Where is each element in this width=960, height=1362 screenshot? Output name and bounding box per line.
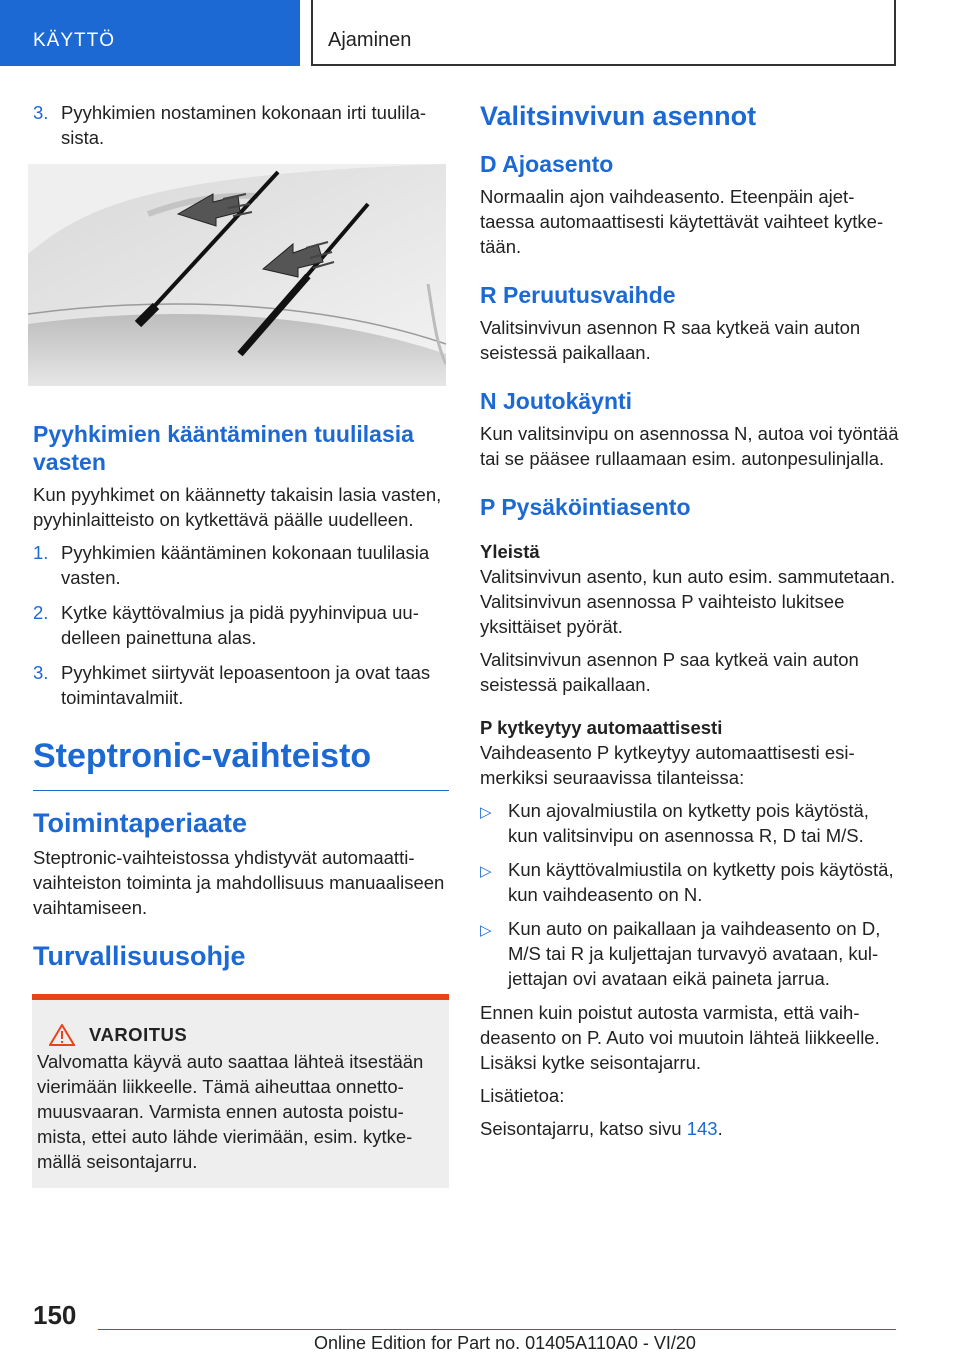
step-item	[33, 660, 449, 710]
step-text: Kytke käyttövalmius ja pidä pyyhinvipua uudelleen painettuna alas.	[61, 602, 419, 648]
footer-rule	[98, 1329, 896, 1330]
right-column	[480, 100, 900, 1149]
wiper-illustration	[28, 164, 446, 386]
minor-heading: P kytkeytyy automaattisesti	[480, 717, 723, 738]
list-item	[480, 857, 900, 907]
step-item	[33, 600, 449, 650]
list-item-text: Kun ajovalmiustila on kytketty pois käytöstä, kun valitsinvipu on asennossa R, D tai M/S.	[508, 800, 869, 846]
page-link[interactable]: 143	[686, 1118, 718, 1139]
bullet-icon: ▷	[480, 863, 492, 880]
section-heading: Pyyhkimien kääntäminen tuulilasia vasten	[33, 421, 414, 475]
list-item	[480, 916, 900, 991]
step-text: Pyyhkimet siirtyvät lepoasentoon ja ovat taas toimintavalmiit.	[61, 662, 431, 708]
step-number: 3.	[33, 102, 49, 123]
step-item	[33, 540, 449, 590]
step-text: Pyyhkimien nostaminen kokonaan irti tuulilasista.	[61, 102, 427, 148]
step-text: Pyyhkimien kääntäminen kokonaan tuulilasia vasten.	[61, 542, 430, 588]
chapter-header	[311, 0, 896, 66]
subsection-heading: D Ajoasento	[480, 151, 614, 177]
section-heading: Toimintaperiaate	[33, 808, 248, 838]
page-number: 150	[33, 1300, 77, 1330]
warning-triangle-icon	[49, 1024, 75, 1046]
minor-heading: Yleistä	[480, 541, 540, 562]
bullet-icon: ▷	[480, 922, 492, 939]
paragraph: Lisätietoa:	[480, 1085, 565, 1106]
chapter-title: Steptronic-vaihteisto	[33, 736, 449, 791]
section-heading: Valitsinvivun asennot	[480, 101, 757, 131]
subsection-heading: P Pysäköintiasento	[480, 494, 691, 520]
warning-text: Valvomatta käyvä auto saattaa lähteä itsestään vierimään liikkeelle. Tämä aiheuttaa onnettomuusvaaran. Varmista ennen autosta poistumista, ettei auto lähde vierimään, esim. kytkemällä seisontajarru.	[37, 1051, 424, 1172]
paragraph: Normaalin ajon vaihdeasento. Eteenpäin ajettaessa automaattisesti käytettävät vaihteet kytketään.	[480, 186, 884, 257]
list-item	[480, 798, 900, 848]
paragraph: Vaihdeasento P kytkeytyy automaattisesti esimerkiksi seuraavissa tilanteissa:	[480, 742, 855, 788]
subsection-heading: R Peruutusvaihde	[480, 282, 676, 308]
step-number: 3.	[33, 662, 49, 683]
paragraph: Kun pyyhkimet on käännetty takaisin lasia vasten, pyyhinlaitteisto on kytkettävä päälle uudelleen.	[33, 484, 442, 530]
step-number: 2.	[33, 602, 49, 623]
reference-end: .	[717, 1118, 723, 1139]
paragraph: Valitsinvivun asento, kun auto esim. sammutetaan. Valitsinvivun asennossa P vaihteisto lukitsee yksittäiset pyörät.	[480, 566, 896, 637]
step-item	[33, 100, 449, 150]
paragraph: Ennen kuin poistut autosta varmista, että vaihdeasento on P. Auto voi muutoin lähteä liikkeelle. Lisäksi kytke seisontajarru.	[480, 1002, 880, 1073]
section-heading: Turvallisuusohje	[33, 941, 246, 971]
bullet-icon: ▷	[480, 804, 492, 821]
paragraph: Valitsinvivun asennon R saa kytkeä vain auton seistessä paikallaan.	[480, 317, 861, 363]
cross-reference	[480, 1116, 900, 1141]
paragraph: Steptronic-vaihteistossa yhdistyvät automaattivaihteiston toiminta ja mahdollisuus manuaaliseen vaihtamiseen.	[33, 847, 445, 918]
list-item-text: Kun käyttövalmiustila on kytketty pois käytöstä, kun vaihdeasento on N.	[508, 859, 894, 905]
list-item-text: Kun auto on paikallaan ja vaihdeasento on D, M/S tai R ja kuljettajan turvavyö avataan, kuljettajan ovi avataan eikä paineta jarrua.	[508, 918, 881, 989]
warning-box	[32, 994, 449, 1188]
warning-title: VAROITUS	[89, 1024, 188, 1045]
step-number: 1.	[33, 542, 49, 563]
chapter-label: Ajaminen	[328, 29, 412, 51]
section-label: KÄYTTÖ	[33, 30, 116, 51]
section-tab[interactable]	[0, 0, 300, 66]
paragraph: Valitsinvivun asennon P saa kytkeä vain auton seistessä paikallaan.	[480, 649, 859, 695]
paragraph: Kun valitsinvipu on asennossa N, autoa voi työntää tai se pääsee rullaamaan esim. autonpesulinjalla.	[480, 423, 899, 469]
reference-text: Seisontajarru, katso sivu	[480, 1118, 687, 1139]
subsection-heading: N Joutokäynti	[480, 388, 633, 414]
left-column	[33, 100, 449, 1188]
edition-text: Online Edition for Part no. 01405A110A0 - VI/20	[314, 1333, 696, 1353]
